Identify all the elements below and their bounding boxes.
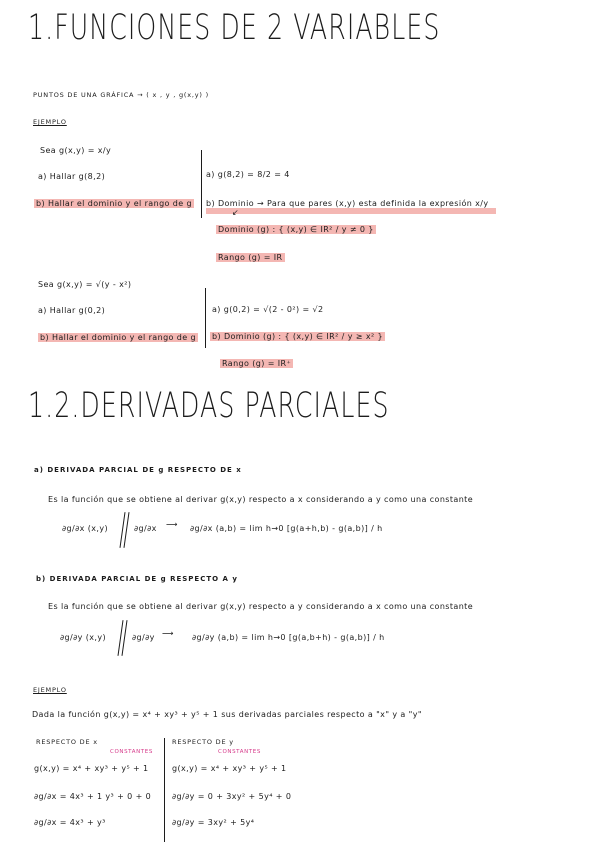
constantes-x: CONSTANTES [110,749,153,755]
section1-title: 1.FUNCIONES DE 2 VARIABLES [28,8,441,48]
partial-y-limit: ∂g/∂y (a,b) = lim h→0 [g(a,b+h) - g(a,b)] / h [192,633,385,642]
respecto-y-header: RESPECTO DE y [172,738,234,746]
ejemplo-label-2: EJEMPLO [33,686,67,694]
partial-y-mid: ∂g/∂y [132,633,155,642]
partial-x-heading: a) DERIVADA PARCIAL DE g RESPECTO DE x [34,466,242,474]
ex2-divider [205,288,206,348]
right-arrow-icon-2: ⟶ [162,629,174,638]
right-arrow-icon: ⟶ [166,520,178,529]
y-line-2: ∂g/∂y = 0 + 3xy² + 5y⁴ + 0 [172,792,292,801]
respecto-x-header: RESPECTO DE x [36,738,98,746]
ex1-answer-b: b) Dominio → Para que pares (x,y) esta definida la expresión x/y [206,199,496,214]
graph-points-intro: PUNTOS DE UNA GRÁFICA → ( x , y , g(x,y) ) [33,91,209,99]
ex1-question-a: a) Hallar g(8,2) [38,172,106,181]
ex1-rango: Rango (g) = IR [218,253,283,262]
ejemplo-label-1: EJEMPLO [33,118,67,126]
example-divider [164,738,165,842]
y-line-1: g(x,y) = x⁴ + xy³ + y⁵ + 1 [172,764,287,773]
ex2-question-a: a) Hallar g(0,2) [38,306,106,315]
down-arrow-icon: ↙ [232,208,240,217]
ex1-question-b: b) Hallar el dominio y el rango de g [36,199,193,208]
partial-x-definition: Es la función que se obtiene al derivar g(x,y) respecto a x considerando a y como una constante [48,495,474,504]
y-line-3: ∂g/∂y = 3xy² + 5y⁴ [172,818,255,827]
partial-x-mid: ∂g/∂x [134,524,157,533]
partial-y-heading: b) DERIVADA PARCIAL DE g RESPECTO A y [36,575,238,583]
ex2-question-b: b) Hallar el dominio y el rango de g [40,333,197,342]
partial-x-lhs: ∂g/∂x (x,y) [62,524,108,533]
x-line-2: ∂g/∂x = 4x³ + 1 y³ + 0 + 0 [34,792,152,801]
ex1-divider [201,150,202,218]
section2-title: 1.2.DERIVADAS PARCIALES [28,386,390,426]
ex1-definition: Sea g(x,y) = x/y [40,146,112,155]
ex2-answer-a: a) g(0,2) = √(2 - 0²) = √2 [212,305,324,314]
ex2-rango: Rango (g) = IR⁺ [222,359,292,368]
x-line-3: ∂g/∂x = 4x³ + y³ [34,818,106,827]
partial-x-limit: ∂g/∂x (a,b) = lim h→0 [g(a+h,b) - g(a,b)] / h [190,524,383,533]
ex2-definition: Sea g(x,y) = √(y - x²) [38,280,132,289]
constantes-y: CONSTANTES [218,749,261,755]
ejemplo-statement: Dada la función g(x,y) = x⁴ + xy³ + y⁵ + 1 sus derivadas parciales respecto a "x" y a "y" [32,710,422,719]
partial-y-lhs: ∂g/∂y (x,y) [60,633,106,642]
ex1-answer-a: a) g(8,2) = 8/2 = 4 [206,170,290,179]
partial-y-definition: Es la función que se obtiene al derivar g(x,y) respecto a y considerando a x como una constante [48,602,474,611]
ex1-dominio: Dominio (g) : { (x,y) ∈ IR² / y ≠ 0 } [218,225,374,234]
ex2-answer-b: b) Dominio (g) : { (x,y) ∈ IR² / y ≥ x² } [212,332,383,341]
x-line-1: g(x,y) = x⁴ + xy³ + y⁵ + 1 [34,764,149,773]
